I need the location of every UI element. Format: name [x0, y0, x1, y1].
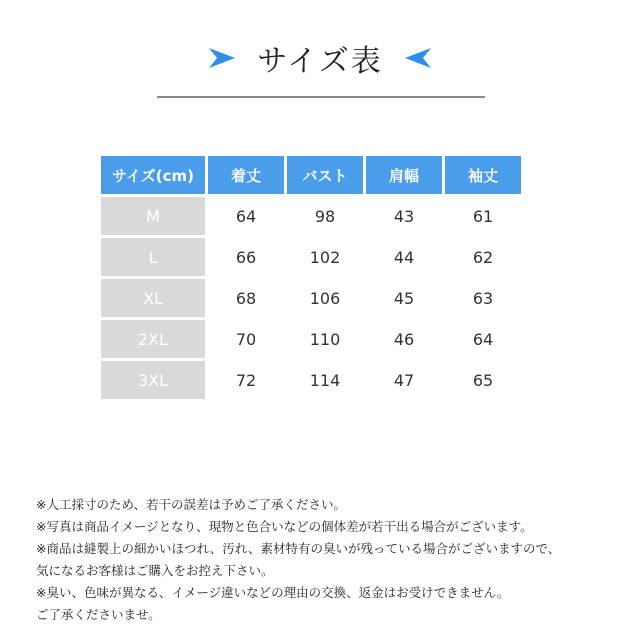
value-sleeve: 63 [472, 288, 494, 308]
value-bust: 102 [309, 247, 341, 267]
title-divider [157, 96, 485, 98]
notes-block [36, 494, 626, 626]
value-length: 66 [235, 247, 257, 267]
header-length: 着丈 [208, 156, 284, 194]
page-title: サイズ表 [257, 44, 383, 79]
value-sleeve: 65 [472, 370, 494, 390]
value-shoulder: 46 [393, 329, 415, 349]
header-size: サイズ(cm) [101, 156, 205, 194]
header-bust: バスト [287, 156, 363, 194]
value-shoulder: 44 [393, 247, 415, 267]
value-shoulder: 47 [393, 370, 415, 390]
value-bust: 98 [314, 206, 336, 226]
note-line: ※商品は縫製上の細かいほつれ、汚れ、素材特有の臭いが残っている場合がございますので、 [36, 541, 561, 556]
note-line: ※写真は商品イメージとなり、現物と色合いなどの個体差が若干出る場合がございます。 [36, 519, 533, 534]
size-table [98, 153, 524, 402]
note-line: 気になるお客様はご購入をお控え下さい。 [36, 563, 274, 578]
note-line: ※人工採寸のため、若干の誤差は予めご了承ください。 [36, 497, 346, 512]
chevron-left-icon [401, 44, 435, 72]
size-table-header [101, 156, 521, 194]
table-row [101, 320, 521, 358]
value-shoulder: 45 [393, 288, 415, 308]
size-label: XL [101, 279, 205, 317]
value-sleeve: 61 [472, 206, 494, 226]
note-line: ※臭い、色味が異なる、イメージ違いなどの理由の交換、返金はお受けできません。 [36, 585, 510, 600]
note-line: ご了承くださいませ。 [36, 607, 161, 622]
size-label: L [101, 238, 205, 276]
value-length: 70 [235, 329, 257, 349]
table-row [101, 279, 521, 317]
table-row [101, 238, 521, 276]
value-sleeve: 62 [472, 247, 494, 267]
table-row [101, 197, 521, 235]
size-label: 3XL [101, 361, 205, 399]
value-length: 64 [235, 206, 257, 226]
value-sleeve: 64 [472, 329, 494, 349]
chevron-right-icon [205, 44, 239, 72]
value-bust: 114 [309, 370, 341, 390]
header-shoulder: 肩幅 [366, 156, 442, 194]
value-bust: 110 [309, 329, 341, 349]
size-label: M [101, 197, 205, 235]
size-label: 2XL [101, 320, 205, 358]
table-row [101, 361, 521, 399]
title-row [0, 30, 640, 86]
value-length: 68 [235, 288, 257, 308]
value-length: 72 [235, 370, 257, 390]
value-shoulder: 43 [393, 206, 415, 226]
value-bust: 106 [309, 288, 341, 308]
header-sleeve: 袖丈 [445, 156, 521, 194]
